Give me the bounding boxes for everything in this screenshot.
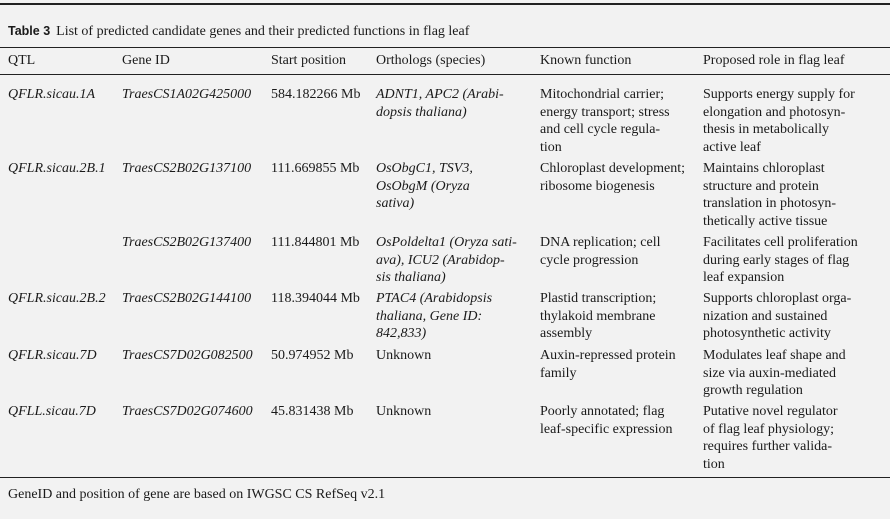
cell-qtl: QFLR.sicau.1A (8, 87, 96, 102)
cell-gene-id: TraesCS1A02G425000 (122, 87, 252, 102)
cell-qtl: QFLR.sicau.7D (8, 348, 97, 363)
cell-orthologs: PTAC4 (Arabidopsis thaliana, Gene ID: 842,833) (376, 291, 493, 341)
col-header-qtl: QTL (8, 53, 36, 68)
cell-proposed-role: Supports energy supply for elongation and photosyn- thesis in metabolically active leaf (703, 87, 855, 155)
cell-qtl: QFLR.sicau.2B.2 (8, 291, 106, 306)
cell-gene-id: TraesCS7D02G082500 (122, 348, 253, 363)
cell-start-position: 111.844801 Mb (271, 235, 360, 250)
table-caption-text: List of predicted candidate genes and their predicted functions in flag leaf (56, 24, 470, 39)
table-caption (8, 22, 469, 41)
cell-start-position: 50.974952 Mb (271, 348, 354, 363)
cell-gene-id: TraesCS2B02G137100 (122, 161, 252, 176)
cell-qtl: QFLL.sicau.7D (8, 404, 96, 419)
cell-qtl: QFLR.sicau.2B.1 (8, 161, 106, 176)
cell-orthologs: ADNT1, APC2 (Arabi- dopsis thaliana) (376, 87, 504, 120)
cell-known-function: Chloroplast development; ribosome biogenesis (540, 161, 686, 194)
cell-start-position: 584.182266 Mb (271, 87, 361, 102)
cell-proposed-role: Maintains chloroplast structure and protein translation in photosyn- thetically active tissue (703, 161, 836, 229)
cell-proposed-role: Facilitates cell proliferation during early stages of flag leaf expansion (703, 235, 858, 285)
cell-start-position: 111.669855 Mb (271, 161, 360, 176)
cell-known-function: Poorly annotated; flag leaf-specific expression (540, 404, 673, 437)
table-bottom-rule (0, 477, 890, 478)
table-footnote: GeneID and position of gene are based on IWGSC CS RefSeq v2.1 (8, 487, 386, 502)
cell-known-function: DNA replication; cell cycle progression (540, 235, 661, 268)
cell-gene-id: TraesCS7D02G074600 (122, 404, 253, 419)
cell-orthologs: OsObgC1, TSV3, OsObgM (Oryza sativa) (376, 161, 473, 211)
cell-start-position: 118.394044 Mb (271, 291, 360, 306)
cell-orthologs: OsPoldelta1 (Oryza sati- ava), ICU2 (Arabidop- sis thaliana) (376, 235, 517, 285)
col-header-proposed-role: Proposed role in flag leaf (703, 53, 845, 68)
col-header-orthologs: Orthologs (species) (376, 53, 486, 68)
cell-start-position: 45.831438 Mb (271, 404, 354, 419)
col-header-known-function: Known function (540, 53, 632, 68)
table-number: Table 3 (8, 24, 51, 38)
cell-gene-id: TraesCS2B02G144100 (122, 291, 252, 306)
top-rule (0, 3, 890, 5)
cell-known-function: Plastid transcription; thylakoid membrane assembly (540, 291, 657, 341)
header-top-rule (0, 47, 890, 48)
cell-orthologs: Unknown (376, 404, 432, 419)
cell-gene-id: TraesCS2B02G137400 (122, 235, 252, 250)
cell-proposed-role: Supports chloroplast orga- nization and sustained photosynthetic activity (703, 291, 852, 341)
cell-known-function: Auxin-repressed protein family (540, 348, 676, 381)
cell-proposed-role: Putative novel regulator of flag leaf physiology; requires further valida- tion (703, 404, 838, 472)
header-bottom-rule (0, 74, 890, 75)
cell-known-function: Mitochondrial carrier; energy transport; stress and cell cycle regula- tion (540, 87, 670, 155)
col-header-start-position: Start position (271, 53, 347, 68)
cell-orthologs: Unknown (376, 348, 432, 363)
cell-proposed-role: Modulates leaf shape and size via auxin-mediated growth regulation (703, 348, 846, 398)
col-header-gene-id: Gene ID (122, 53, 170, 68)
